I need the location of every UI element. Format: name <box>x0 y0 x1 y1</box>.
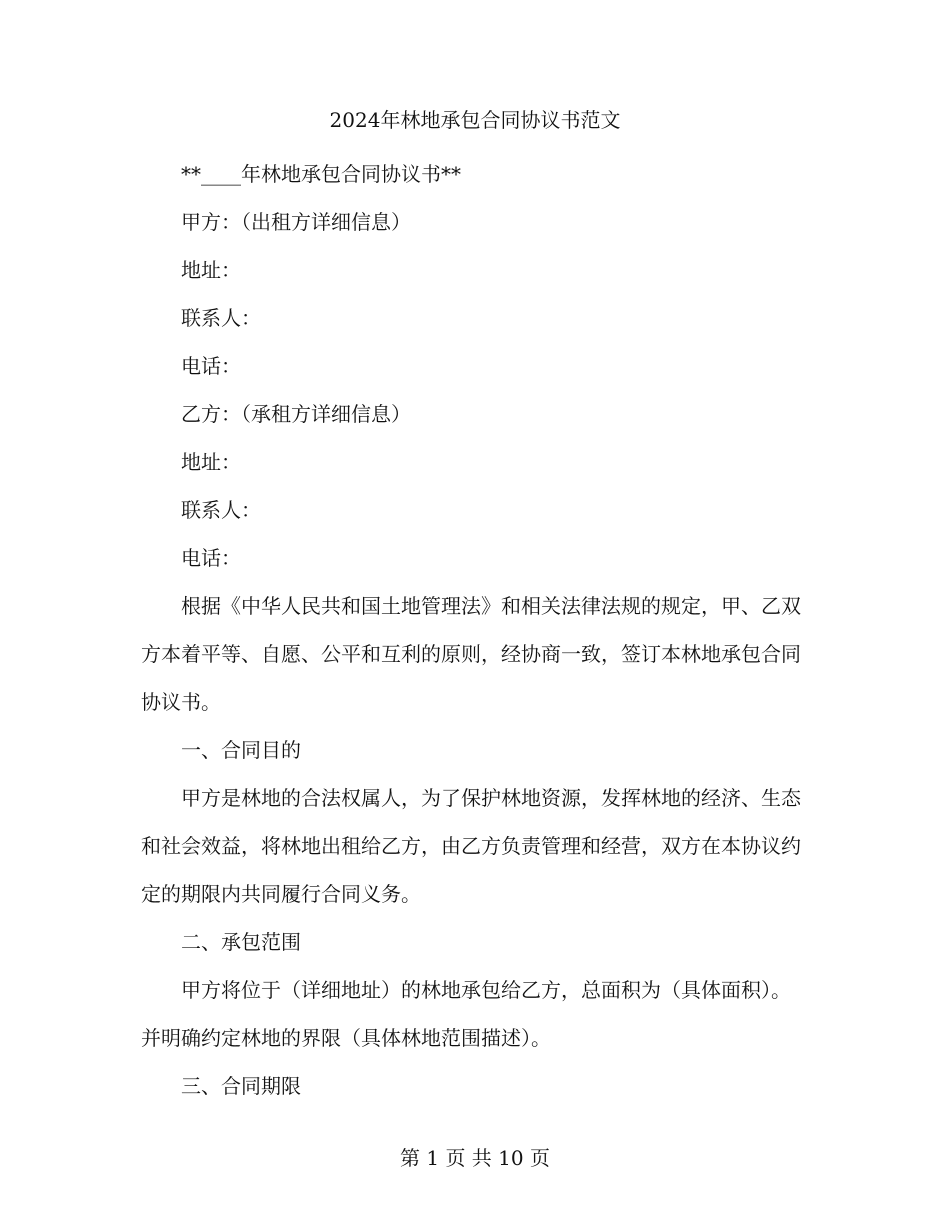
section-scope-paragraph: 甲方将位于（详细地址）的林地承包给乙方，总面积为（具体面积）。并明确约定林地的界限（具体林地范围描述）。 <box>141 978 791 1050</box>
party-a-contact: 联系人： <box>181 306 261 330</box>
party-b-phone: 电话： <box>181 546 241 570</box>
preamble-paragraph: 根据《中华人民共和国土地管理法》和相关法律法规的规定，甲、乙双方本着平等、自愿、公平和互利的原则，经协商一致，签订本林地承包合同协议书。 <box>141 594 801 714</box>
party-b-line: 乙方：（承租方详细信息） <box>181 402 411 426</box>
section-heading-purpose: 一、合同目的 <box>181 738 301 762</box>
party-a-line: 甲方：（出租方详细信息） <box>181 210 411 234</box>
section-heading-scope: 二、承包范围 <box>181 930 301 954</box>
contract-heading: **____年林地承包合同协议书** <box>181 162 461 186</box>
page-number-footer: 第 1 页 共 10 页 <box>400 1146 550 1170</box>
party-a-address: 地址： <box>181 258 241 282</box>
document-body <box>141 150 809 1110</box>
party-a-phone: 电话： <box>181 354 241 378</box>
party-b-address: 地址： <box>181 450 241 474</box>
document-title: 2024年林地承包合同协议书范文 <box>329 108 621 132</box>
section-purpose-paragraph: 甲方是林地的合法权属人，为了保护林地资源，发挥林地的经济、生态和社会效益，将林地出租给乙方，由乙方负责管理和经营，双方在本协议约定的期限内共同履行合同义务。 <box>141 786 801 906</box>
section-heading-term: 三、合同期限 <box>181 1074 301 1098</box>
party-b-contact: 联系人： <box>181 498 261 522</box>
